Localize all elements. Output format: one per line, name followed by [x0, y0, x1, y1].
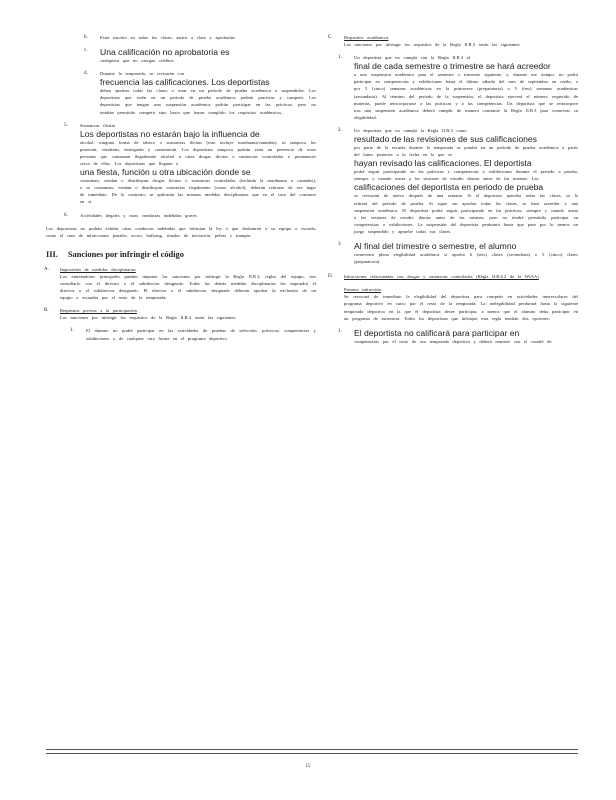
- item-C1-marker: 1.: [338, 55, 342, 61]
- item-6-text: Actividades ilegales y otras conductas indebidas graves: [80, 212, 198, 218]
- item-A-text: Los entrenadores principales pueden imponer las sanciones por infringir la Regla II.B.3, reglas del equipo, tras consultarlo con el director o el subdirector designado. Todas las demás medidas disciplinarias las impondrá el director o el subdirector designado. El director o el subdirector designado deberán aprobar la exclusión de un equipo o escuadra por el resto de la temporada.: [60, 273, 316, 301]
- item-C2-text1: por parte de la escuela durante la temporada se pondrá en un período de prueba académica a partir del lunes posterior a la fecha en la que se: [354, 145, 578, 158]
- first-offense-title: Primera infracción: [344, 287, 381, 293]
- item-C1-lead: Un deportista que no cumpla con la Regla II.B.3 al: [354, 55, 471, 61]
- page-number: 15: [305, 764, 311, 769]
- item-B: [44, 307, 316, 321]
- left-column: [46, 34, 316, 348]
- item-C-title: Requisitos académicos: [344, 35, 389, 40]
- item-C-marker: C.: [328, 35, 333, 40]
- item-C3-text: conservará plena elegibilidad académica si aprobó 6 (seis) clases (secundaria) o 5 (cinco) clases (preparatoria).: [354, 251, 578, 265]
- item-B1-marker: 1.: [70, 328, 74, 334]
- item-5-text1: alcohol, ninguna forma de tabaco o sustancias ilícitas (esto incluye marihuana/cannabis), ni tampoco los poseerán, venderán, entregarán y consumirán. Los deportistas tampoco podrán estar en presencia de otras personas que consuman ilegalmente alcohol u otras drogas ilícitas o sustancias controladas o permanecer cerca de ellas. Los deportistas que lleguen a: [80, 139, 316, 167]
- item-5-marker: 5.: [64, 122, 68, 128]
- section-number: III.: [46, 249, 58, 259]
- item-c-marker: c.: [84, 48, 88, 54]
- item-B1: [70, 327, 316, 341]
- item-B-marker: B.: [44, 308, 49, 314]
- item-C2-lead: Un deportista que no cumpla la Regla II.B.3 como: [354, 127, 467, 133]
- item-5-lead: Sustancias ilícitas: [80, 122, 116, 128]
- item-D1-marker: 1.: [338, 328, 342, 334]
- item-D1: [338, 327, 578, 345]
- item-5-text2: consuman, vendan o distribuyan drogas ilícitas o sustancias controladas (incluida la marihuana o cannabis), o se consuman, vendan o distribuyan sustancias ilegalmente (como alcohol), deberán retirarse de ese lugar de inmediato. De lo contrario, se aplicarán las mismas medidas disciplinarias que en el caso del consumo en sí.: [80, 178, 316, 205]
- item-C3: [338, 240, 578, 265]
- item-D1-title: El deportista no calificará para participar en: [354, 327, 520, 338]
- item-6-marker: 6.: [64, 212, 68, 218]
- item-6: [64, 212, 316, 219]
- section-title: Sanciones por infringir el código: [67, 249, 184, 259]
- item-d-title: frecuencia las calificaciones. Los deportistas: [100, 77, 270, 88]
- item-C3-title: Al final del trimestre o semestre, el alumno: [354, 240, 517, 251]
- item-b-marker: b.: [84, 35, 88, 40]
- footer-rule-top: [46, 749, 578, 750]
- item-d: [84, 70, 316, 115]
- item-5-title2: una fiesta, función u otra ubicación donde se: [80, 167, 251, 178]
- item-d-text: deben aprobar todas las clases o estar en un período de prueba académica o suspendidos. Los deportistas que estén en un período de prueba académica podrán practicar y competir. Los deportistas que tengan una suspensión académica podrán participar en las prácticas, pero no tendrán permitido competir sino hasta que hayan cumplido los requisitos académicos.: [100, 88, 316, 115]
- item-c: [84, 47, 316, 64]
- item-D: [328, 273, 578, 280]
- item-d-marker: d.: [84, 71, 88, 77]
- item-D-marker: D.: [328, 274, 333, 280]
- item-A-title: Imposición de medidas disciplinarias: [60, 266, 136, 272]
- item-c-text: cualquiera que no otorgue créditos.: [100, 58, 175, 64]
- footer-rule-bottom: [46, 753, 578, 754]
- item-C2-text2: podrá seguir participando en las prácticas y competencias o exhibiciones durante el período a prueba, siempre y cuando asista a las sesiones de estudio diarias antes de las mismas. Las: [354, 169, 578, 182]
- item-5-title: Los deportistas no estarán bajo la influencia de: [80, 128, 260, 139]
- item-C2-title2: hayan revisado las calificaciones. El deportista: [354, 158, 532, 169]
- item-D-title: Infracciones relacionadas con drogas y sustancias controladas (Regla II.B.6.2 de la WIAA): [344, 274, 539, 280]
- misconduct-paragraph: Los deportistas no podrán exhibir otras conductas indebidas que infrinjan la ley o que deshonren a su equipo o escuela, como el caso de infracciones penales, acoso, bullying, rituales de iniciación, peleas y trampas.: [46, 225, 316, 238]
- item-C2-title: resultado de las revisiones de sus calificaciones: [354, 134, 537, 145]
- item-D1-text: competencias por el resto de esa temporada deportiva y deberá reunirse con el comité de: [354, 338, 552, 344]
- item-C1-text: a una suspensión académica para el semestre o trimestre siguiente, y, durante ese tiempo, no podrá participar en competencias y exhibiciones hasta el último sábado del mes de septiembre en otoño, o por 5 (cinco) semanas académicas en la primavera (preparatoria) o 5 (tres) semanas académicas (secundaria). Al término del período de la suspensión, el deportista ejercerá el número requerido de materias, puede reincorporarse a las prácticas y a las competencias. Un deportista que se reincorpore tras una suspensión académica deberá cumplir de manera constante la Regla II.B.3 para conservar su elegibilidad.: [354, 72, 578, 120]
- item-B-title: Requisitos previos a la participación: [60, 308, 137, 314]
- item-B-text: Las sanciones por infringir los requisitos de la Regla II.B.4 serán las siguientes:: [60, 315, 237, 321]
- item-c-title: Una calificación no aprobatoria es: [100, 47, 230, 58]
- item-C2: [338, 127, 578, 235]
- right-column: [330, 34, 578, 351]
- item-b: [84, 34, 316, 41]
- first-offense: [344, 286, 578, 321]
- section-heading: [46, 249, 316, 260]
- item-C2-title3: calificaciones del deportista en periodo de prueba: [354, 182, 544, 193]
- item-B1-text: El alumno no podrá participar en las actividades de pruebas de selección, prácticas, competencias y exhibiciones o de cualquier otra forma en el programa deportivo.: [86, 328, 316, 341]
- item-C2-text3: se revisarán de nuevo después de una semana. Si el deportista aprueba todas las clases, se le retirará del período de prueba. Si sigue sin aprobar todas las clases, se hará acreedor a una suspensión académica. El deportista podrá seguir participando en las prácticas, siempre y cuando asista a las sesiones de estudio diarias antes de las mismas, pero no tendrá permitido participar en competencias o exhibiciones. La suspensión del deportista perdurará hasta que pase por lo menos un juego suspendido y apruebe todas sus clases.: [354, 193, 578, 234]
- item-C: [328, 34, 578, 48]
- item-C1: [338, 54, 578, 121]
- item-5: [64, 122, 316, 206]
- item-b-text: Estar inscrito en todas las clases, asistir a clase y aprobarlas.: [100, 35, 236, 40]
- item-C3-marker: 3.: [338, 241, 342, 247]
- item-A-marker: A.: [44, 266, 49, 272]
- item-d-lead: Durante la temporada, se revisarán con: [100, 71, 185, 77]
- item-C1-title: final de cada semestre o trimestre se hará acreedor: [354, 61, 551, 72]
- first-offense-text: Se revocará de inmediato la elegibilidad del deportista para competir en actividades interescolares del programa deportivo en curso por el resto de la temporada. La inelegibilidad perdurará hasta la siguiente temporada deportiva en la que el deportista desee participar, a menos que el alumno deba participar en un programa de asistencia. Todos los deportistas que infrinjan esta regla tendrán dos opciones:: [344, 294, 578, 321]
- item-A: [44, 266, 316, 301]
- item-C2-marker: 2.: [338, 127, 342, 133]
- item-C-text: Las sanciones por infringir los requisitos de la Regla II.B.3 serán las siguientes:: [344, 42, 521, 48]
